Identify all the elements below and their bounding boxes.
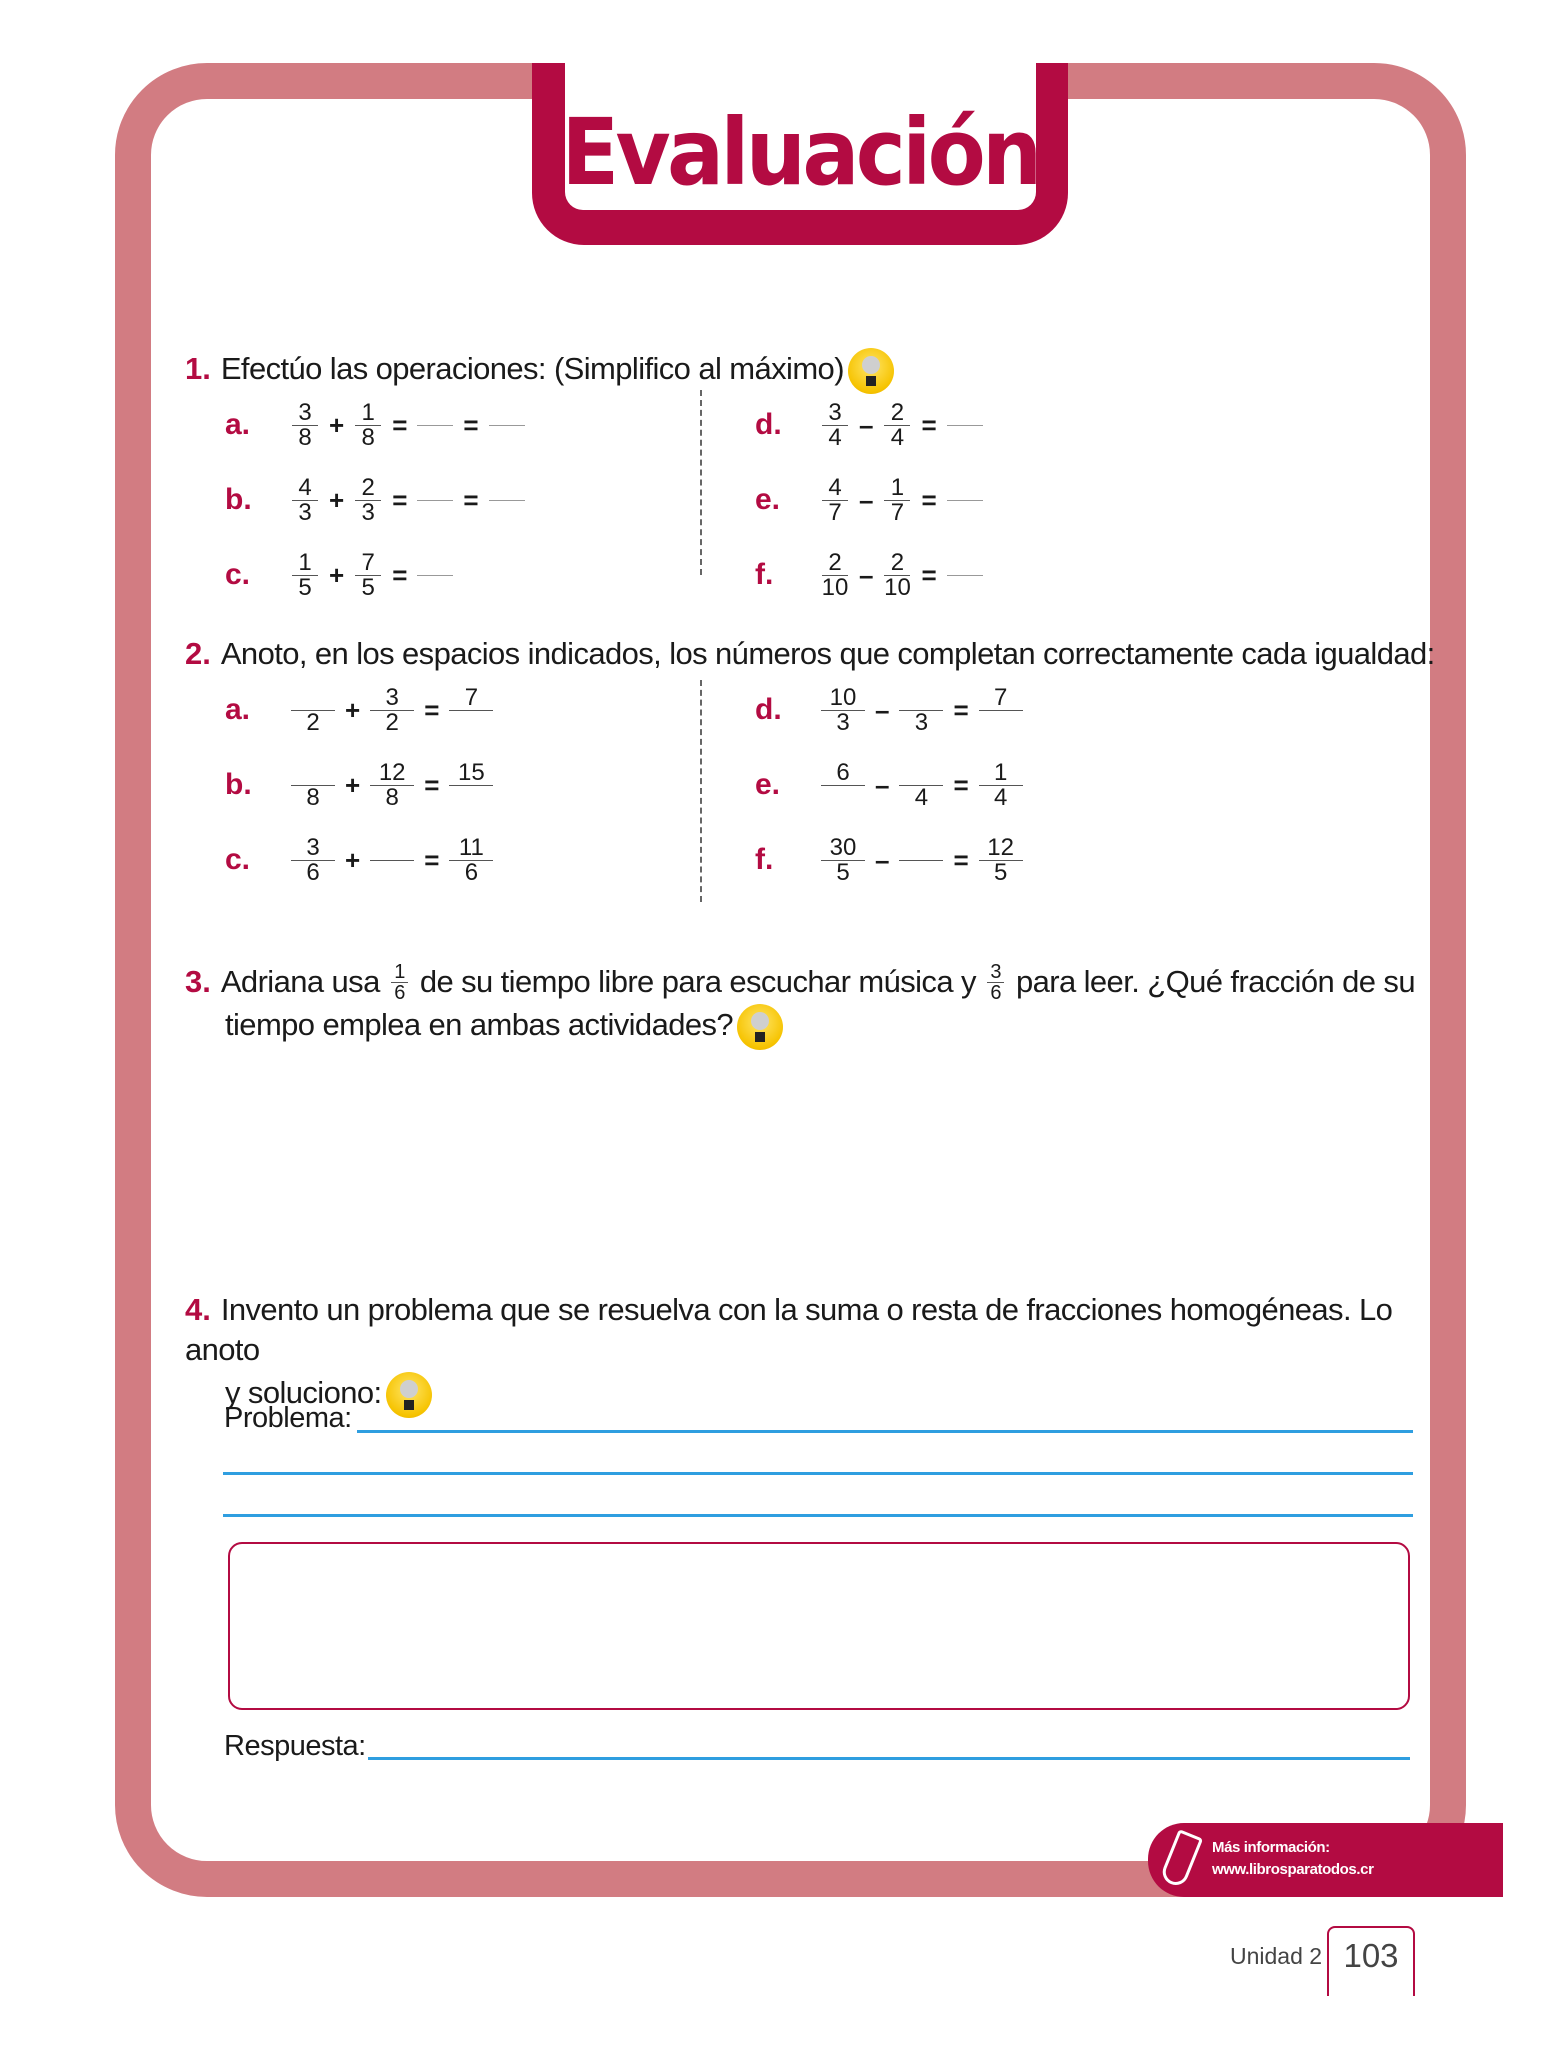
denominator: 10 bbox=[884, 573, 911, 601]
operator: – bbox=[859, 484, 874, 515]
numerator: 7 bbox=[979, 686, 1023, 711]
fraction bbox=[821, 833, 865, 886]
exercise-row bbox=[225, 470, 529, 530]
numerator: 3 bbox=[291, 836, 335, 861]
numerator bbox=[291, 761, 335, 786]
fraction bbox=[979, 683, 1023, 735]
denominator: 6 bbox=[394, 981, 406, 1004]
equals-sign: = bbox=[392, 484, 408, 515]
exercise-row bbox=[755, 755, 1027, 815]
numerator: 2 bbox=[822, 551, 848, 576]
fraction bbox=[979, 758, 1023, 811]
denominator: 8 bbox=[306, 783, 320, 811]
numerator: 7 bbox=[355, 551, 381, 576]
answer-blank[interactable] bbox=[417, 500, 453, 501]
equals-sign: = bbox=[424, 694, 440, 725]
denominator: 6 bbox=[464, 858, 479, 886]
numerator: 11 bbox=[449, 836, 493, 861]
exercise-label: f. bbox=[755, 558, 774, 591]
exercise-row bbox=[225, 830, 497, 890]
operator: + bbox=[345, 844, 361, 875]
answer-line[interactable] bbox=[368, 1757, 1410, 1760]
numerator bbox=[370, 836, 414, 861]
numerator: 1 bbox=[292, 551, 318, 576]
fraction bbox=[821, 548, 849, 601]
question-number: 1. bbox=[185, 351, 211, 387]
more-info-link[interactable]: www.librosparatodos.cr bbox=[1212, 1861, 1374, 1878]
exercise-label: e. bbox=[755, 483, 781, 516]
numerator bbox=[291, 686, 335, 711]
answer-blank[interactable] bbox=[947, 425, 983, 426]
equals-sign: = bbox=[392, 409, 408, 440]
exercise-label: c. bbox=[225, 558, 251, 591]
question-4 bbox=[185, 1290, 1415, 1418]
fraction bbox=[354, 548, 382, 601]
denominator: 5 bbox=[361, 573, 375, 601]
fraction bbox=[979, 833, 1023, 886]
numerator bbox=[899, 836, 943, 861]
inline-fraction bbox=[987, 962, 1004, 1003]
fraction bbox=[291, 548, 319, 601]
exercise-label: f. bbox=[755, 843, 774, 876]
question-text: tiempo emplea en ambas actividades? bbox=[225, 1007, 734, 1043]
fraction bbox=[291, 833, 335, 886]
equals-sign: = bbox=[921, 484, 937, 515]
numerator: 3 bbox=[822, 401, 848, 426]
operator: + bbox=[329, 484, 345, 515]
question-1 bbox=[185, 348, 894, 394]
problem-line-2[interactable] bbox=[223, 1472, 1413, 1475]
exercise-row bbox=[225, 545, 457, 605]
question-text: de su tiempo libre para escuchar música y bbox=[419, 964, 976, 999]
answer-blank[interactable] bbox=[417, 575, 453, 576]
denominator: 6 bbox=[990, 981, 1002, 1004]
denominator: 6 bbox=[306, 858, 320, 886]
numerator: 12 bbox=[979, 836, 1023, 861]
fraction bbox=[354, 398, 382, 451]
problem-line-1[interactable] bbox=[357, 1430, 1413, 1433]
operator: – bbox=[859, 559, 874, 590]
operator: – bbox=[875, 769, 890, 800]
question-text: Efectúo las operaciones: (Simplifico al máximo) bbox=[220, 351, 844, 387]
fraction bbox=[370, 758, 414, 811]
denominator: 5 bbox=[993, 858, 1008, 886]
operator: + bbox=[329, 559, 345, 590]
numerator: 2 bbox=[884, 401, 910, 426]
denominator: 3 bbox=[836, 708, 850, 736]
denominator: 3 bbox=[298, 498, 312, 526]
fraction bbox=[883, 548, 911, 601]
denominator: 5 bbox=[298, 573, 312, 601]
numerator: 7 bbox=[449, 686, 493, 711]
fraction bbox=[370, 836, 414, 885]
fraction bbox=[821, 398, 849, 451]
denominator: 2 bbox=[385, 708, 399, 736]
numerator: 4 bbox=[822, 476, 848, 501]
answer-blank[interactable] bbox=[947, 575, 983, 576]
exercise-row bbox=[755, 680, 1027, 740]
denominator: 2 bbox=[306, 708, 320, 736]
fraction bbox=[899, 686, 943, 735]
exercise-row bbox=[755, 545, 987, 605]
pencil-icon bbox=[1159, 1829, 1203, 1889]
numerator: 3 bbox=[292, 401, 318, 426]
denominator: 7 bbox=[890, 498, 905, 526]
numerator: 2 bbox=[355, 476, 381, 501]
question-number: 3. bbox=[185, 964, 211, 999]
fraction bbox=[449, 833, 493, 886]
exercise-label: e. bbox=[755, 768, 781, 801]
operator: + bbox=[329, 409, 345, 440]
title-tab bbox=[532, 63, 1068, 245]
fraction bbox=[370, 683, 414, 736]
column-divider bbox=[700, 390, 702, 575]
exercise-row bbox=[225, 395, 529, 455]
fraction bbox=[449, 758, 493, 810]
question-number: 4. bbox=[185, 1292, 211, 1327]
answer-blank[interactable] bbox=[489, 425, 525, 426]
denominator: 7 bbox=[828, 498, 842, 526]
denominator: 8 bbox=[385, 783, 399, 811]
numerator: 4 bbox=[292, 476, 318, 501]
answer-blank[interactable] bbox=[947, 500, 983, 501]
numerator: 1 bbox=[979, 761, 1023, 786]
exercise-label: c. bbox=[225, 843, 251, 876]
lightbulb-icon bbox=[386, 1372, 432, 1418]
question-text: Anoto, en los espacios indicados, los números que completan correctamente cada igualdad: bbox=[220, 636, 1435, 671]
page-number: 103 bbox=[1327, 1926, 1415, 1996]
exercise-row bbox=[755, 470, 987, 530]
numerator bbox=[899, 761, 943, 786]
page-title: Evaluación bbox=[561, 99, 1039, 206]
operator: + bbox=[345, 694, 361, 725]
question-2 bbox=[185, 634, 1435, 674]
exercise-row bbox=[755, 830, 1027, 890]
numerator: 10 bbox=[821, 686, 865, 711]
fraction bbox=[883, 473, 911, 526]
exercise-row bbox=[225, 680, 497, 740]
fraction bbox=[354, 473, 382, 526]
question-number: 2. bbox=[185, 636, 211, 671]
numerator bbox=[899, 686, 943, 711]
exercise-label: d. bbox=[755, 408, 782, 441]
equals-sign: = bbox=[424, 844, 440, 875]
equals-sign: = bbox=[463, 484, 479, 515]
question-text: para leer. ¿Qué fracción de su bbox=[1015, 964, 1415, 999]
fraction bbox=[899, 836, 943, 885]
answer-blank[interactable] bbox=[489, 500, 525, 501]
fraction bbox=[821, 683, 865, 736]
numerator: 6 bbox=[821, 761, 865, 786]
numerator: 3 bbox=[370, 686, 414, 711]
equals-sign: = bbox=[463, 409, 479, 440]
exercise-label: a. bbox=[225, 693, 251, 726]
exercise-label: d. bbox=[755, 693, 782, 726]
equals-sign: = bbox=[392, 559, 408, 590]
operator: + bbox=[345, 769, 361, 800]
more-info-banner[interactable] bbox=[1148, 1823, 1503, 1897]
question-text: Adriana usa bbox=[220, 964, 380, 999]
unit-label: Unidad 2 bbox=[1230, 1943, 1323, 1969]
operator: – bbox=[859, 409, 874, 440]
exercise-row bbox=[755, 395, 987, 455]
answer-blank[interactable] bbox=[417, 425, 453, 426]
numerator: 2 bbox=[884, 551, 910, 576]
denominator: 3 bbox=[914, 708, 929, 736]
denominator: 8 bbox=[361, 423, 375, 451]
denominator: 4 bbox=[828, 423, 842, 451]
fraction bbox=[899, 761, 943, 810]
fraction bbox=[291, 686, 335, 735]
denominator: 4 bbox=[993, 783, 1008, 811]
question-text: y soluciono: bbox=[225, 1375, 382, 1411]
operator: – bbox=[875, 694, 890, 725]
answer-label: Respuesta: bbox=[224, 1730, 366, 1762]
fraction bbox=[291, 761, 335, 810]
more-info-title: Más información: bbox=[1212, 1839, 1330, 1856]
lightbulb-icon bbox=[848, 348, 894, 394]
denominator: 8 bbox=[298, 423, 312, 451]
fraction bbox=[449, 683, 493, 735]
equals-sign: = bbox=[953, 694, 969, 725]
numerator: 3 bbox=[987, 962, 1004, 983]
equals-sign: = bbox=[921, 559, 937, 590]
exercise-label: a. bbox=[225, 408, 251, 441]
inline-fraction bbox=[391, 962, 408, 1003]
numerator: 1 bbox=[355, 401, 381, 426]
fraction bbox=[883, 398, 911, 451]
denominator: 4 bbox=[890, 423, 905, 451]
denominator: 4 bbox=[914, 783, 929, 811]
problem-label: Problema: bbox=[224, 1402, 352, 1434]
fraction bbox=[821, 473, 849, 526]
exercise-row bbox=[225, 755, 497, 815]
numerator: 1 bbox=[884, 476, 910, 501]
denominator: 10 bbox=[821, 573, 849, 601]
numerator: 1 bbox=[391, 962, 408, 983]
question-3 bbox=[185, 962, 1415, 1050]
equals-sign: = bbox=[953, 769, 969, 800]
operator: – bbox=[875, 844, 890, 875]
equals-sign: = bbox=[921, 409, 937, 440]
numerator: 12 bbox=[370, 761, 414, 786]
solution-box[interactable] bbox=[228, 1542, 1410, 1710]
problem-line-3[interactable] bbox=[223, 1514, 1413, 1517]
fraction bbox=[291, 473, 319, 526]
column-divider bbox=[700, 680, 702, 902]
numerator: 30 bbox=[821, 836, 865, 861]
equals-sign: = bbox=[424, 769, 440, 800]
denominator: 3 bbox=[361, 498, 375, 526]
fraction bbox=[291, 398, 319, 451]
exercise-label: b. bbox=[225, 768, 252, 801]
question-text: Invento un problema que se resuelva con la suma o resta de fracciones homogéneas. Lo anoto bbox=[185, 1292, 1393, 1367]
equals-sign: = bbox=[953, 844, 969, 875]
fraction bbox=[821, 758, 865, 810]
exercise-label: b. bbox=[225, 483, 252, 516]
denominator: 5 bbox=[836, 858, 850, 886]
numerator: 15 bbox=[449, 761, 493, 786]
lightbulb-icon bbox=[737, 1004, 783, 1050]
